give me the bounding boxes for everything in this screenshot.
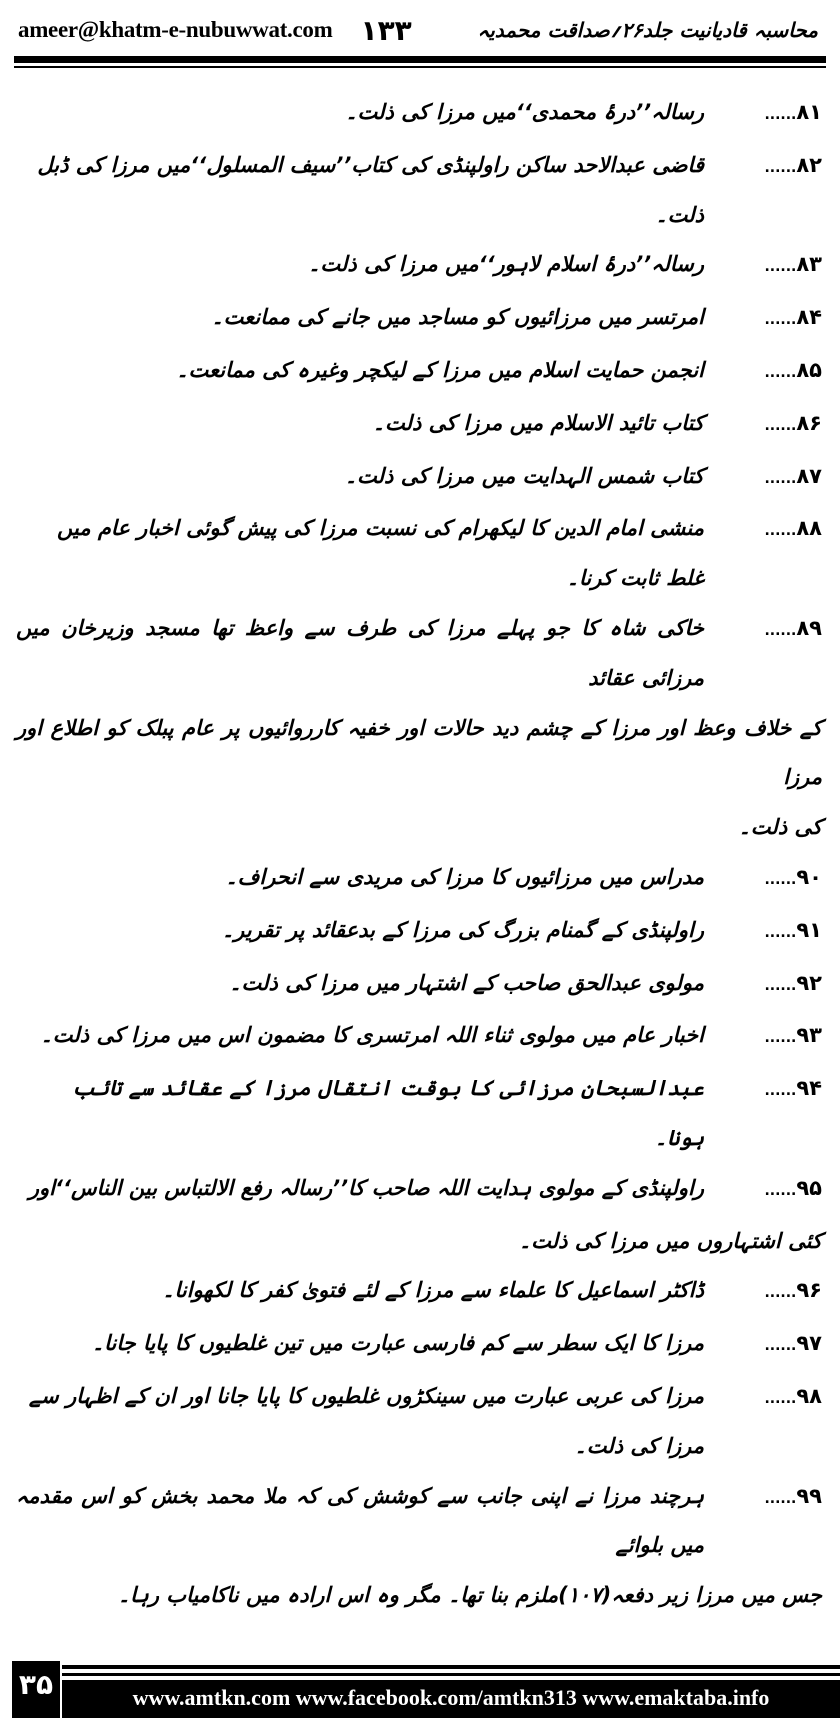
list-item-continuation [16, 803, 822, 853]
list-item [16, 1472, 822, 1572]
list-item [16, 1064, 822, 1164]
list-item [16, 853, 822, 906]
item-number-value: ۹۶ [796, 1278, 822, 1303]
item-text: کے خلاف وعظ اور مرزا کے چشم دید حالات اور خفیہ کارروائیوں پر عام پبلک کو اطلاع اور مرزا [16, 715, 822, 790]
page-header [0, 0, 840, 68]
page-body [0, 68, 840, 1621]
list-item [16, 1011, 822, 1064]
item-number [722, 293, 822, 346]
footer-right [62, 1661, 840, 1718]
item-text: مرزا کا ایک سطر سے کم فارسی عبارت میں تین غلطیوں کا پایا جانا۔ [91, 1331, 704, 1356]
item-text: مدراس میں مرزائیوں کا مرزا کی مریدی سے انحراف۔ [225, 864, 704, 889]
footer-links: www.amtkn.com www.facebook.com/amtkn313 www.emaktaba.info [62, 1680, 840, 1718]
item-text: امرتسر میں مرزائیوں کو مساجد میں جانے کی ممانعت۔ [211, 305, 704, 330]
item-number-value: ۹۷ [796, 1331, 822, 1356]
item-number [722, 88, 822, 141]
item-number [722, 959, 822, 1012]
item-text: خاکی شاہ کا جو پہلے مرزا کی طرف سے واعظ تھا مسجد وزیرخان میں مرزائی عقائد [16, 615, 704, 690]
item-number-value: ۹۲ [796, 970, 822, 995]
item-text: کتاب شمس الہدایت میں مرزا کی ذلت۔ [344, 463, 704, 488]
item-text: رسالہ’’درۂ اسلام لاہور‘‘میں مرزا کی ذلت۔ [308, 252, 704, 277]
list-item [16, 293, 822, 346]
item-number [722, 1319, 822, 1372]
item-text: رسالہ’’درۂ محمدی‘‘میں مرزا کی ذلت۔ [345, 100, 704, 124]
item-number [722, 452, 822, 505]
item-number-dots: ...... [764, 470, 797, 487]
footer-divider [62, 1665, 840, 1669]
item-number-value: ۸۸ [796, 516, 822, 541]
item-number-value: ۸۷ [796, 463, 822, 488]
item-text: کئی اشتہاروں میں مرزا کی ذلت۔ [518, 1228, 822, 1253]
item-text: ہرچند مرزا نے اپنی جانب سے کوشش کی کہ ملا محمد بخش کو اس مقدمہ میں بلوائے [16, 1483, 704, 1558]
item-text: مولوی عبدالحق صاحب کے اشتہار میں مرزا کی ذلت۔ [229, 970, 704, 995]
footer-divider [62, 1673, 840, 1676]
item-text: ڈاکٹر اسماعیل کا علماء سے مرزا کے لئے فتویٰ کفر کا لکھوانا۔ [162, 1278, 704, 1303]
item-text: کتاب تائید الاسلام میں مرزا کی ذلت۔ [372, 410, 704, 435]
item-text: جس میں مرزا زیر دفعہ(۱۰۷)ملزم بنا تھا۔ مگر وہ اس ارادہ میں ناکامیاب رہا۔ [117, 1583, 822, 1608]
list-item [16, 1372, 822, 1472]
header-email: ameer@khatm-e-nubuwwat.com [18, 17, 333, 42]
item-number-value: ۸۹ [796, 615, 822, 640]
list-item [16, 1319, 822, 1372]
list-item [16, 906, 822, 959]
item-number-dots: ...... [764, 159, 797, 176]
item-number-dots: ...... [764, 259, 797, 276]
item-number [722, 240, 822, 293]
item-number-value: ۹۱ [796, 917, 822, 942]
item-number [722, 604, 822, 704]
item-number-dots: ...... [764, 107, 797, 123]
list-item [16, 346, 822, 399]
list-item [16, 1266, 822, 1319]
item-text: کی ذلت۔ [738, 815, 822, 840]
item-number-dots: ...... [764, 1030, 797, 1047]
item-number-dots: ...... [764, 312, 797, 329]
list-item [16, 504, 822, 604]
item-number-dots: ...... [764, 1390, 797, 1407]
item-number-value: ۹۸ [796, 1383, 822, 1408]
item-number-dots: ...... [764, 1490, 797, 1507]
item-number [722, 1372, 822, 1472]
item-number [722, 141, 822, 241]
item-number-value: ۸۶ [796, 410, 822, 435]
item-text: قاضی عبدالاحد ساکن راولپنڈی کی کتاب’’سیف المسلول‘‘میں مرزا کی ڈبل ذلت۔ [37, 152, 704, 227]
item-number-value: ۸۱ [796, 100, 822, 124]
item-number [722, 1266, 822, 1319]
list-item-continuation [16, 1571, 822, 1621]
item-number-dots: ...... [764, 1338, 797, 1355]
list-item [16, 240, 822, 293]
item-number-value: ۸۵ [796, 357, 822, 382]
list-item [16, 452, 822, 505]
item-number-value: ۹۹ [796, 1483, 822, 1508]
item-number [722, 853, 822, 906]
item-number-dots: ...... [764, 417, 797, 434]
item-text: عبدالسبحان مرزائی کا بوقت انتقال مرزا کے عقائد سے تائب ہونا۔ [72, 1076, 704, 1150]
list-item [16, 959, 822, 1012]
item-number-dots: ...... [764, 1285, 797, 1302]
header-page-number: ۱۳۳ [360, 13, 412, 47]
item-number-dots: ...... [764, 977, 797, 994]
item-number-value: ۹۰ [796, 864, 822, 889]
item-text: منشی امام الدین کا لیکھرام کی نسبت مرزا کی پیش گوئی اخبار عام میں غلط ثابت کرنا۔ [57, 516, 704, 591]
list-item-continuation [16, 704, 822, 804]
list-item [16, 141, 822, 241]
item-number-dots: ...... [764, 1083, 797, 1100]
item-number-value: ۹۴ [796, 1076, 822, 1101]
item-number [722, 1164, 822, 1217]
item-number-value: ۹۳ [796, 1023, 822, 1048]
list-item [16, 604, 822, 704]
item-text: راولپنڈی کے گمنام بزرگ کی مرزا کے بدعقائد پر تقریر۔ [221, 917, 704, 942]
header-left [18, 14, 412, 47]
list-item [16, 1164, 822, 1217]
header-book-title: محاسبہ قادیانیت جلد۲۶؍صداقت محمدیہ [477, 18, 818, 42]
item-number [722, 906, 822, 959]
list-item [16, 88, 822, 141]
item-number-dots: ...... [764, 364, 797, 381]
list-item-continuation [16, 1217, 822, 1267]
item-number [722, 1064, 822, 1164]
footer-page-number: ۳۵ [12, 1661, 60, 1718]
item-text: اخبار عام میں مولوی ثناء اللہ امرتسری کا مضمون اس میں مرزا کی ذلت۔ [40, 1023, 704, 1048]
item-number [722, 399, 822, 452]
item-text: راولپنڈی کے مولوی ہدایت اللہ صاحب کا’’رسالہ رفع الالتباس بین الناس‘‘اور [28, 1175, 704, 1200]
header-divider-thick [14, 56, 826, 63]
item-number-value: ۸۳ [796, 252, 822, 277]
item-number [722, 1472, 822, 1572]
page-footer [0, 1661, 840, 1718]
header-row [0, 0, 840, 54]
item-number-value: ۹۵ [796, 1175, 822, 1200]
item-number [722, 346, 822, 399]
item-number-dots: ...... [764, 622, 797, 639]
list-item [16, 399, 822, 452]
item-number-dots: ...... [764, 523, 797, 540]
item-number-value: ۸۲ [796, 152, 822, 177]
item-number [722, 1011, 822, 1064]
item-number-dots: ...... [764, 1182, 797, 1199]
item-text: انجمن حمایت اسلام میں مرزا کے لیکچر وغیرہ کی ممانعت۔ [176, 357, 704, 382]
item-number-value: ۸۴ [796, 305, 822, 330]
item-text: مرزا کی عربی عبارت میں سینکڑوں غلطیوں کا پایا جانا اور ان کے اظہار سے مرزا کی ذلت۔ [28, 1383, 704, 1458]
item-number-dots: ...... [764, 871, 797, 888]
item-number [722, 504, 822, 604]
item-number-dots: ...... [764, 924, 797, 941]
